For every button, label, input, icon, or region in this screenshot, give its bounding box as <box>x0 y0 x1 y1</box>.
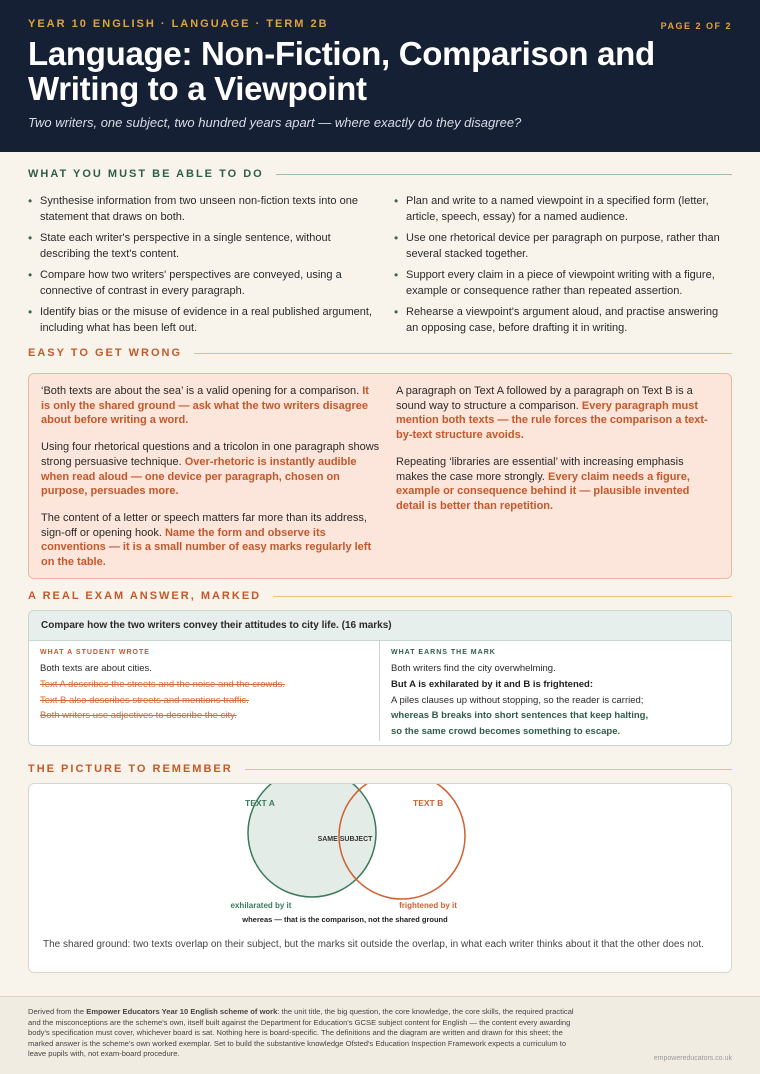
mistake-fix: Every paragraph must mention both texts — the rule forces the comparison a text-by-text structure avoids. <box>396 399 708 442</box>
footer-site: empowereducators.co.uk <box>653 1055 732 1062</box>
footer <box>0 996 760 1074</box>
footer-credits <box>28 1007 580 1060</box>
mistake-fix: Over-rhetoric is instantly audible when read aloud — one device per paragraph, chosen on purpose, persuades more. <box>41 455 357 498</box>
list-item: • Rehearse a viewpoint's argument aloud, and practise answering an opposing case, before drafting it in writing. <box>394 305 732 336</box>
skills-section <box>0 168 760 342</box>
footer-body: : the unit title, the big question, the core knowledge, the core skills, the required practical and the misconceptions are the scheme's own, itself built against the Department for Education's GCSE subject content for English — the content every awarding body's specification must cover, whichever board is sat. Nothing here is board-specific. The definitions and the diagram are written and drawn for this sheet; the marked answer is the scheme's own worked exemplar. Set to build the substantive knowledge Ofsted's Education Inspection Framework expects a curriculum to leave pupils with, not exam-board procedure. <box>28 1007 574 1058</box>
mistake-text: Using four rhetorical questions and a tricolon in one paragraph shows strong persuasive technique. <box>41 441 380 468</box>
exam-body <box>29 641 731 741</box>
mistakes-heading <box>28 347 732 359</box>
list-item: • Compare how two writers' perspectives are conveyed, using a connective of contrast in every paragraph. <box>28 268 380 299</box>
picture-section <box>0 763 760 973</box>
mark-line-green: whereas B breaks into short sentences that keep halting, <box>391 710 649 722</box>
divider <box>194 353 732 354</box>
mistake-fix: Every claim needs a figure, example or consequence behind it — plausible invented detail is better than repetition. <box>396 470 690 512</box>
mistake-text: ‘Both texts are about the sea’ is a valid opening for a comparison. <box>41 385 360 397</box>
skills-list <box>28 194 732 342</box>
exam-section <box>0 590 760 746</box>
list-item: • Plan and write to a named viewpoint in a specified form (letter, article, speech, essay) for a named audience. <box>394 194 732 225</box>
venn-card <box>28 783 732 973</box>
picture-caption: The shared ground: two texts overlap on their subject, but the marks sit outside the overlap, in what each writer thinks about it that the other does not. <box>43 939 704 950</box>
mistake-text: The content of a letter or speech matters far more than its address, sign-off or opening hook. <box>41 511 367 539</box>
mistake-item <box>41 511 380 570</box>
text-b-attitude: frightened by it <box>399 901 457 910</box>
title-line-1: Language: Non-Fiction, Comparison and <box>28 35 655 72</box>
skills-heading-text: WHAT YOU MUST BE ABLE TO DO <box>28 168 264 180</box>
picture-heading <box>28 763 732 775</box>
picture-heading-text: THE PICTURE TO REMEMBER <box>28 763 233 775</box>
mark-line-green: so the same crowd becomes something to escape. <box>391 726 621 738</box>
subtitle: Two writers, one subject, two hundred years apart — where exactly do they disagree? <box>28 115 522 130</box>
student-answer <box>29 641 380 741</box>
mark-line: Both writers find the city overwhelming. <box>391 663 556 674</box>
skills-right-list <box>380 194 732 342</box>
mark-label: WHAT EARNS THE MARK <box>391 649 496 656</box>
student-line: Both texts are about cities. <box>40 663 152 674</box>
mistakes-left-column <box>41 384 380 568</box>
mistake-fix: It is only the shared ground — ask what the two writers disagree about before writing a word. <box>41 385 369 427</box>
divider <box>276 174 732 175</box>
skills-left-list <box>28 194 380 342</box>
overlap-label: SAME SUBJECT <box>317 836 373 843</box>
footer-prefix: Derived from the <box>28 1007 87 1016</box>
divider <box>273 596 732 597</box>
title-line-2: Writing to a Viewpoint <box>28 70 367 107</box>
footer-source: Empower Educators Year 10 English scheme of work <box>86 1007 278 1016</box>
skills-heading <box>28 168 732 180</box>
page-title <box>28 36 732 106</box>
mistakes-box <box>28 373 732 579</box>
whereas-note: whereas — that is the comparison, not the shared ground <box>242 915 448 924</box>
mistakes-heading-text: EASY TO GET WRONG <box>28 347 182 359</box>
exam-heading <box>28 590 732 602</box>
mistake-item <box>41 384 380 428</box>
list-item: • Use one rhetorical device per paragraph on purpose, rather than several stacked together. <box>394 231 732 262</box>
list-item: • Support every claim in a piece of viewpoint writing with a figure, example or consequence rather than repeated assertion. <box>394 268 732 299</box>
mistake-item <box>396 384 719 443</box>
exam-heading-text: A REAL EXAM ANSWER, MARKED <box>28 590 262 602</box>
student-label: WHAT A STUDENT WROTE <box>40 649 150 656</box>
mistake-text: Repeating ‘libraries are essential’ with increasing emphasis makes the case more strongly. <box>396 455 684 483</box>
mistake-text: A paragraph on Text A followed by a paragraph on Text B is a sound way to structure a comparison. <box>396 385 693 412</box>
model-answer <box>380 641 731 741</box>
text-a-attitude: exhilarated by it <box>230 901 292 910</box>
list-item: • Synthesise information from two unseen non-fiction texts into one statement that draws on both. <box>28 194 380 225</box>
student-line-struck: Both writers use adjectives to describe the city. <box>40 710 237 722</box>
list-item: • Identify bias or the misuse of evidence in a real published argument, including what has been left out. <box>28 305 380 336</box>
student-line-struck: Text B also describes streets and mentions traffic. <box>40 694 249 706</box>
mark-line: A piles clauses up without stopping, so the reader is carried; <box>391 694 644 706</box>
student-line-struck: Text A describes the streets and the noise and the crowds. <box>40 678 286 690</box>
exam-question: Compare how the two writers convey their attitudes to city life. (16 marks) <box>29 611 731 641</box>
mistake-fix: Name the form and observe its conventions — it is a small number of easy marks regularly left on the table. <box>41 526 372 569</box>
text-b-label: TEXT B <box>413 798 444 808</box>
list-item: • State each writer's perspective in a single sentence, without describing the text's content. <box>28 231 380 262</box>
mistake-item <box>41 440 380 499</box>
divider <box>245 769 732 770</box>
mark-line-emphasis: But A is exhilarated by it and B is frightened: <box>391 678 593 690</box>
header <box>0 0 760 152</box>
mistakes-section <box>0 347 760 579</box>
mistakes-right-column <box>380 384 719 568</box>
kicker: YEAR 10 ENGLISH · LANGUAGE · TERM 2B <box>28 18 329 30</box>
exam-card <box>28 610 732 746</box>
mistake-item <box>396 455 719 514</box>
text-a-label: TEXT A <box>245 798 275 808</box>
page-label: PAGE 2 OF 2 <box>660 21 732 31</box>
